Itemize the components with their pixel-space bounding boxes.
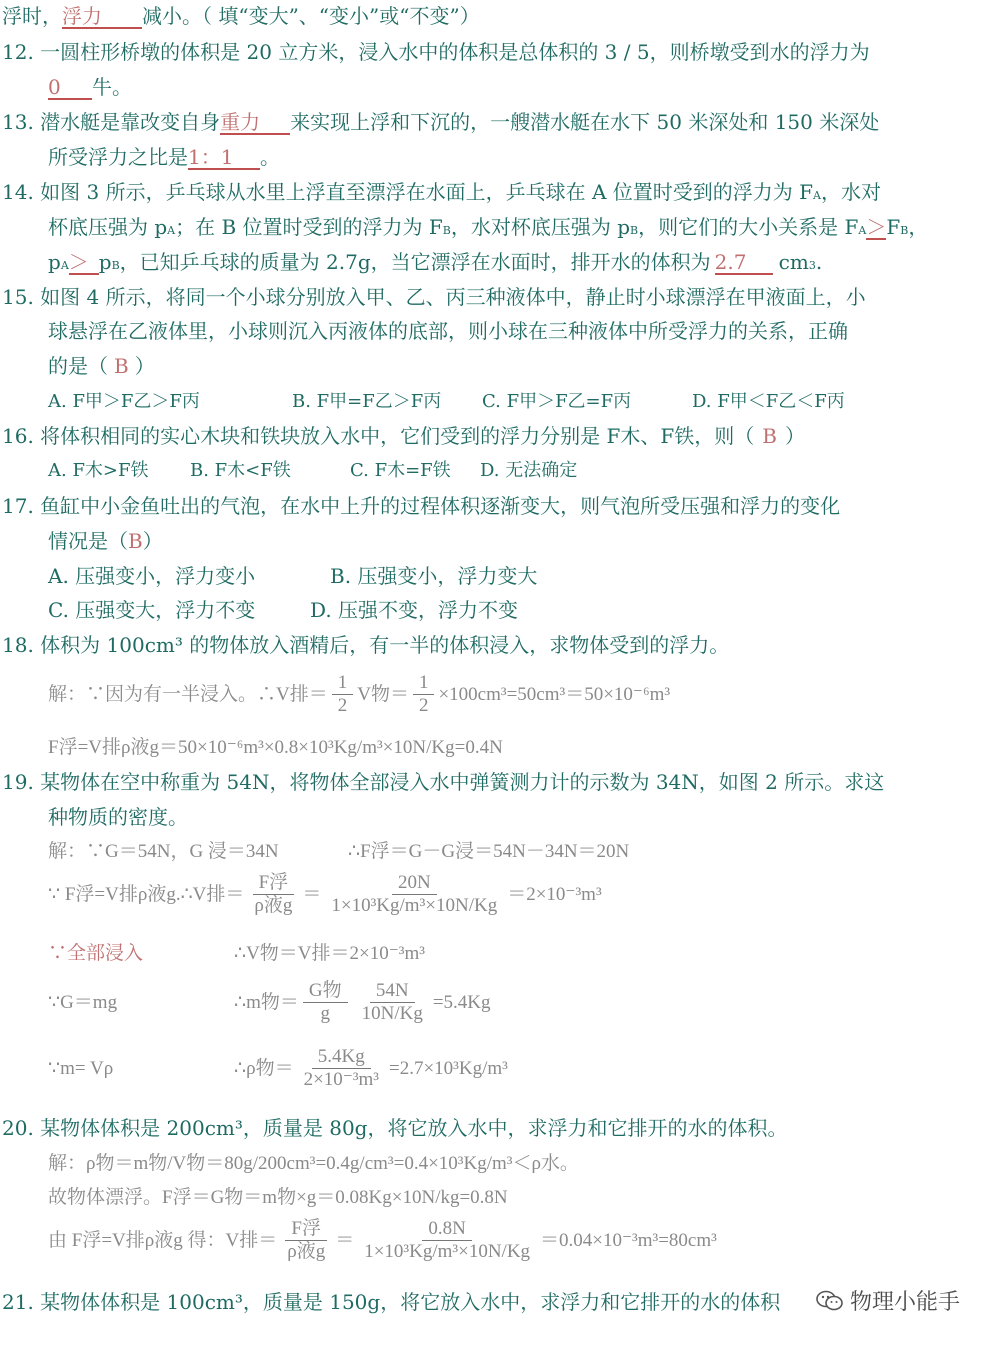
q19-solution-4 [48, 980, 491, 1025]
q13-mid: 来实现上浮和下沉的，一艘潜水艇在水下 50 米深处和 150 米深处 [290, 110, 880, 134]
watermark-text: 物理小能手 [849, 1290, 960, 1315]
q15-line2: 球悬浮在乙液体里，小球则沉入丙液体的底部，则小球在三种液体中所受浮力的关系，正确 [48, 319, 848, 343]
q14-text: ，已知乒乓球的质量为 2.7g，当它漂浮在水面时，排开水的体积为 [119, 250, 711, 274]
subscript: B [442, 224, 451, 237]
q14-text: ，则它们的大小关系是 F [638, 215, 859, 239]
q13-line1 [2, 108, 879, 136]
q20-solution-1: 解：ρ物＝m物/V物＝80g/200cm³=0.4g/cm³=0.4×10³Kg/m³＜ρ水。 [48, 1153, 579, 1174]
sol-text: ∴ρ物＝ [234, 1057, 294, 1079]
subscript: A [813, 189, 821, 202]
blank-answer: 浮力 [62, 5, 142, 29]
q12-post: 牛。 [92, 75, 132, 99]
option-a: A. F甲＞F乙＞F丙 [48, 391, 200, 412]
q12-line2 [48, 73, 132, 101]
frac-den: 1×10³Kg/m³×10N/Kg [331, 895, 498, 916]
q20-line1: 20. 某物体体积是 200cm³，质量是 80g，将它放入水中，求浮力和它排开的水的体积。 [2, 1116, 788, 1140]
q14-line1-post: ，水对 [820, 180, 881, 204]
sol-text: ＝2×10⁻³m³ [507, 883, 602, 905]
superscript: 3 [808, 259, 816, 272]
option-a: A. F木>F铁 [48, 460, 149, 481]
q17-line2 [48, 527, 163, 555]
fraction [303, 980, 348, 1025]
frac-num: 5.4Kg [312, 1046, 371, 1069]
option-b: B. F木<F铁 [190, 460, 291, 481]
q13-line2-pre: 所受浮力之比是 [48, 145, 188, 169]
sol-text: =2.7×10³Kg/m³ [389, 1057, 508, 1079]
frac-den: 1×10³Kg/m³×10N/Kg [364, 1241, 531, 1262]
blank-answer: 0 [48, 76, 92, 100]
subscript: B [111, 259, 120, 272]
blank-answer: 重力 [220, 111, 290, 135]
q14-text: 杯底压强为 p [48, 215, 168, 239]
top-line [2, 2, 480, 30]
blank-answer: 2.7 [715, 251, 773, 275]
subscript: B [900, 224, 909, 237]
fraction [413, 672, 435, 717]
fraction [325, 872, 503, 917]
sol-text: ∴F浮＝G－G浸＝54N－34N＝20N [348, 841, 630, 862]
blank-answer: ＞ [69, 251, 99, 275]
frac-num: F浮 [253, 872, 295, 895]
sol-text: ＝0.04×10⁻³m³=80cm³ [540, 1229, 717, 1251]
sol-text: ∵G＝mg [48, 991, 118, 1013]
q20-solution-3: 由 F浮=V排ρ液g 得：V排＝ $\frac{\text{F浮}}{\text{ρ液g}}$ ＝ $\frac{0.8N}{\text{1×10³Kg/m³×10N/Kg}}$ ＝0.04×10⁻³m³=80cm³ [48, 1218, 717, 1262]
q13-pre: 13. 潜水艇是靠改变自身 [2, 110, 221, 134]
option-d: D. F甲＜F乙＜F丙 [692, 391, 845, 412]
option-b: B. 压强变小，浮力变大 [330, 564, 538, 588]
sol-text: ∵m= Vρ [48, 1057, 114, 1079]
frac-den: 2×10⁻³m³ [303, 1069, 379, 1090]
sol-text: 解：∵G＝54N，G 浸＝34N [48, 841, 279, 862]
option-c: C. F甲＞F乙=F丙 [482, 391, 632, 412]
blank-answer: ＞ [866, 215, 887, 239]
subscript: B [630, 224, 639, 237]
q16-post: ） [784, 424, 805, 448]
answer-choice: B [114, 354, 129, 378]
q14-line3 [48, 248, 822, 280]
q19-line1: 19. 某物体在空中称重为 54N，将物体全部浸入水中弹簧测力计的示数为 34N，如图 2 所示。求这 [2, 770, 885, 794]
q14-text: ， [908, 215, 929, 239]
q14-text: . [815, 250, 823, 274]
frac-num: 0.8N [422, 1218, 471, 1241]
q17-options-2 [48, 596, 518, 624]
frac-den: g [320, 1003, 330, 1024]
q15-line3-pre: 的是（ [48, 354, 108, 378]
q16-pre: 16. 将体积相同的实心木块和铁块放入水中，它们受到的浮力分别是 F木、F铁，则（ [2, 424, 755, 448]
q19-solution-2 [48, 872, 602, 917]
option-d: D. 压强不变，浮力不变 [310, 598, 519, 622]
frac-den: 2 [337, 695, 348, 716]
frac-den: ρ液g [287, 1241, 326, 1262]
top-post: 减小。（ 填“变大”、“变小”或“不变”） [142, 4, 480, 28]
option-c: C. 压强变大，浮力不变 [48, 598, 256, 622]
fraction [248, 872, 298, 917]
frac-den: 10N/Kg [361, 1003, 423, 1024]
q17-post: ） [142, 529, 163, 553]
blank-answer: 1：1 [188, 146, 260, 170]
q15-options [48, 388, 845, 416]
watermark [816, 1285, 960, 1316]
q15-line3 [48, 352, 155, 380]
q14-text: p [48, 250, 61, 274]
frac-den: ρ液g [254, 895, 293, 916]
sol-text: V物＝ [357, 683, 409, 705]
sol-text: =5.4Kg [432, 991, 491, 1013]
q20-solution-2: 故物体漂浮。F浮＝G物＝m物×g＝0.08Kg×10N/kg=0.8N [48, 1187, 508, 1208]
q14-text: cm [778, 250, 809, 274]
q19-solution-5 [48, 1046, 508, 1091]
q14-text: ，水对杯底压强为 p [450, 215, 631, 239]
fraction [332, 672, 354, 717]
q14-text: ；在 B 位置时受到的浮力为 F [175, 215, 443, 239]
q18-solution-2: F浮=V排ρ液g＝50×10⁻⁶m³×0.8×10³Kg/m³×10N/Kg=0.4N [48, 737, 503, 758]
q15-line3-post: ） [134, 354, 155, 378]
sol-text: ∴V物＝V排＝2×10⁻³m³ [234, 943, 425, 964]
q19-solution-1 [48, 838, 629, 866]
top-pre: 浮时， [2, 4, 62, 28]
sol-text: ∵全部浸入 [48, 943, 144, 964]
option-b: B. F甲=F乙＞F丙 [292, 391, 442, 412]
q17-pre: 情况是（ [48, 529, 128, 553]
q14-line1-text: 14. 如图 3 所示，乒乓球从水里上浮直至漂浮在水面上，乒乓球在 A 位置时受到的浮力为 F [2, 180, 813, 204]
q16-options [48, 457, 577, 485]
subscript: A [60, 259, 69, 272]
q17-line1: 17. 鱼缸中小金鱼吐出的气泡，在水中上升的过程体积逐渐变大，则气泡所受压强和浮力的变化 [2, 494, 841, 518]
fraction [358, 1218, 536, 1263]
subscript: A [167, 224, 176, 237]
answer-choice: B [128, 529, 143, 553]
sol-text: ∵ F浮=V排ρ液g.∴V排＝ [48, 883, 245, 905]
option-d: D. 无法确定 [480, 460, 578, 481]
q15-line1: 15. 如图 4 所示，将同一个小球分别放入甲、乙、丙三种液体中，静止时小球漂浮在甲液面上，小 [2, 285, 866, 309]
frac-num: 1 [413, 672, 435, 695]
q14-text: p [98, 250, 112, 274]
q18-solution-1 [48, 672, 670, 717]
wechat-icon [816, 1290, 844, 1312]
q19-solution-3 [48, 940, 425, 968]
frac-num: 1 [332, 672, 354, 695]
frac-num: 54N [370, 980, 415, 1003]
fraction [298, 1046, 385, 1091]
q14-text: F [886, 215, 901, 239]
fraction [356, 980, 429, 1025]
q16-line1 [2, 422, 805, 450]
answer-choice: B [762, 424, 777, 448]
frac-num: F浮 [285, 1218, 327, 1241]
q21-line1: 21. 某物体体积是 100cm³，质量是 150g，将它放入水中，求浮力和它排开的水的体积 [2, 1290, 781, 1314]
q18-line1: 18. 体积为 100cm³ 的物体放入酒精后，有一半的体积浸入，求物体受到的浮力。 [2, 633, 730, 657]
q13-line2 [48, 143, 280, 171]
q17-options-1 [48, 562, 537, 590]
q19-line2: 种物质的密度。 [48, 805, 188, 829]
q13-line2-post: 。 [260, 145, 280, 169]
frac-num: 20N [392, 872, 437, 895]
q14-line1 [2, 178, 881, 210]
sol-text: 由 F浮=V排ρ液g 得：V排＝ [48, 1229, 278, 1251]
option-a: A. 压强变小，浮力变小 [48, 564, 256, 588]
frac-num: G物 [303, 980, 348, 1003]
sol-text: 解：∵因为有一半浸入。∴V排＝ [48, 683, 328, 705]
option-c: C. F木=F铁 [350, 460, 451, 481]
frac-den: 2 [418, 695, 429, 716]
sol-text: ∴m物＝ [234, 991, 299, 1013]
q14-line2 [48, 213, 928, 245]
sol-text: ＝ [302, 883, 322, 905]
sol-text: ×100cm³=50cm³＝50×10⁻⁶m³ [438, 683, 671, 705]
subscript: A [858, 224, 867, 237]
fraction [281, 1218, 331, 1263]
q12-line1: 12. 一圆柱形桥墩的体积是 20 立方米，浸入水中的体积是总体积的 3 / 5，则桥墩受到水的浮力为 [2, 40, 870, 64]
